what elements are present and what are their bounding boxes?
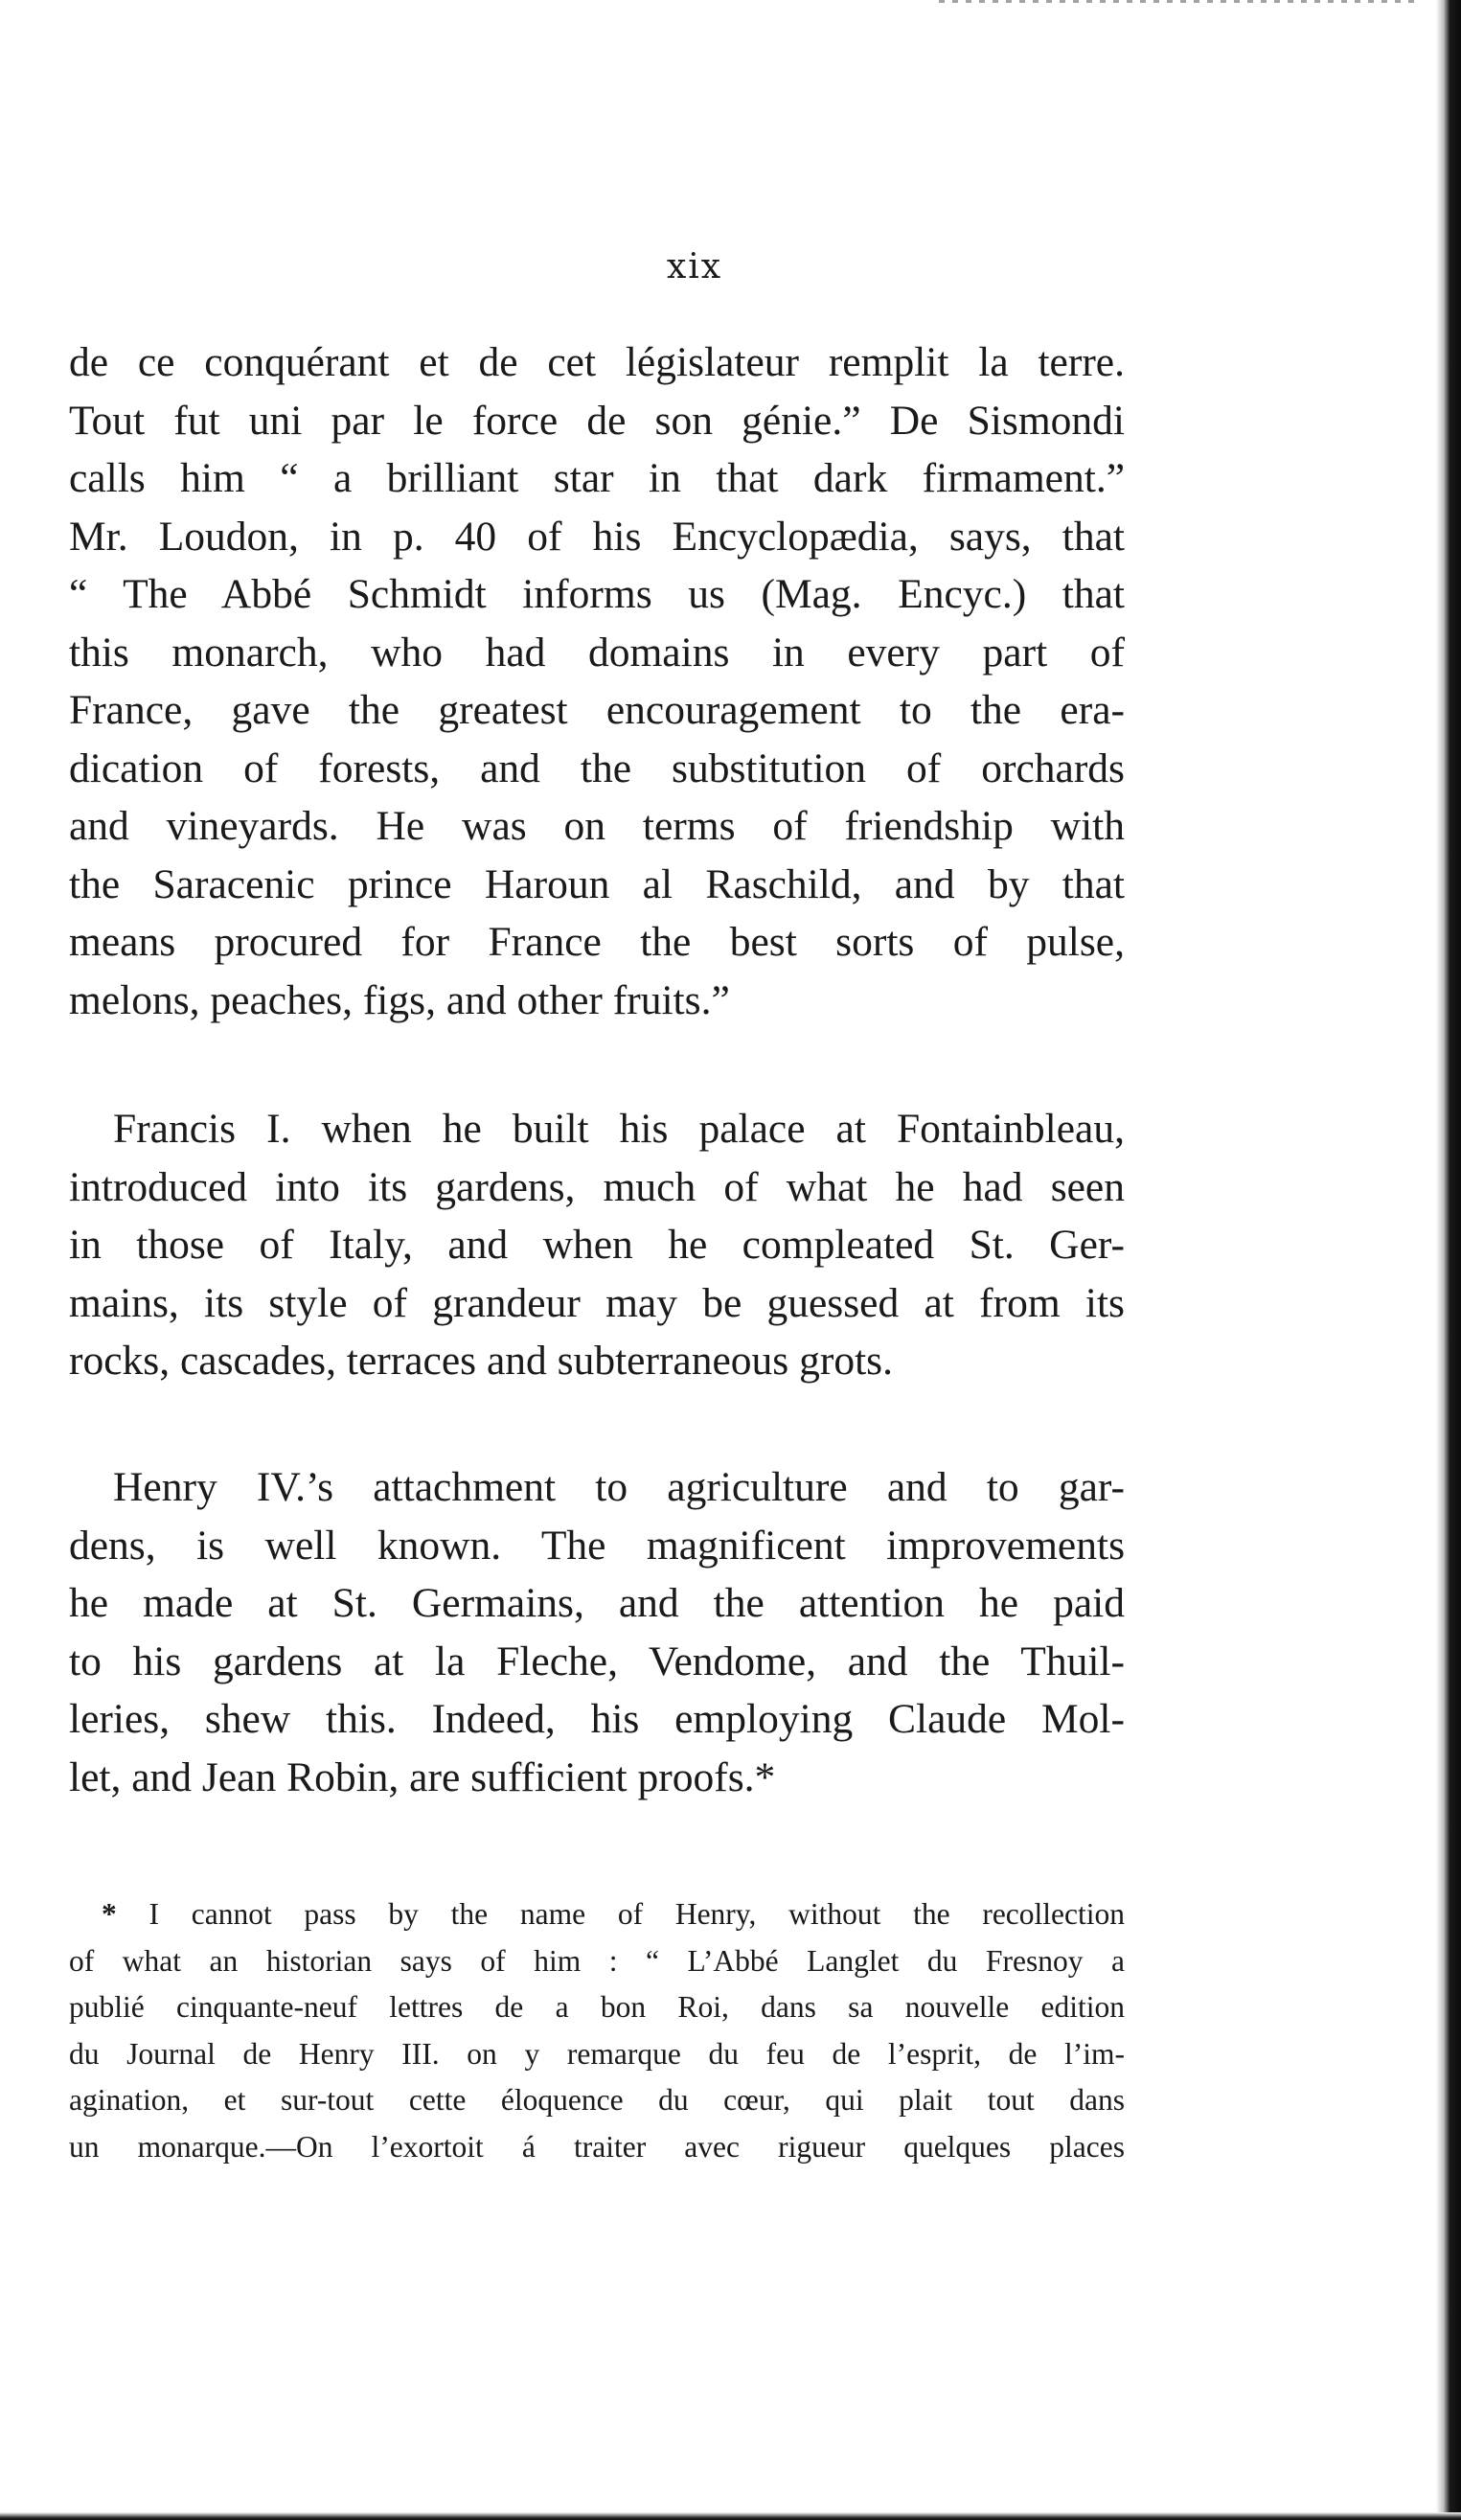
text-line: introduced into its gardens, much of what he had seen [69,1163,1125,1210]
text-line: melons, peaches, figs, and other fruits.” [69,976,730,1023]
text-line: Francis I. when he built his palace at Fontainbleau, [113,1106,1125,1152]
scan-edge-top [939,0,1418,3]
footnote-line: agination, et sur-tout cette éloquence du cœur, qui plait tout dans [69,2083,1125,2118]
text-line: mains, its style of grandeur may be guessed at from its [69,1279,1125,1326]
paragraph-3 [69,1458,1125,1806]
footnote-line: du Journal de Henry III. on y remarque du feu de l’esprit, de l’im- [69,2036,1125,2071]
text-line: dens, is well known. The magnificent improvements [69,1522,1125,1569]
text-line: and vineyards. He was on terms of friendship with [69,803,1125,849]
text-line: leries, shew this. Indeed, his employing Claude Mol- [69,1696,1125,1742]
footnote-line: un monarque.—On l’exortoit á traiter avec rigueur quelques places [69,2129,1125,2164]
text-line: Tout fut uni par le force de son génie.” De Sismondi [69,397,1125,444]
text-line: “ The Abbé Schmidt informs us (Mag. Encyc.) that [69,571,1125,617]
footnote-marker: * [102,1897,117,1931]
scan-edge-bottom [0,2512,1461,2520]
text-line: this monarch, who had domains in every part of [69,629,1125,676]
text-line: Mr. Loudon, in p. 40 of his Encyclopædia, says, that [69,513,1125,560]
scan-edge-right [1436,0,1461,2520]
text-line: de ce conquérant et de cet législateur remplit la terre. [69,339,1125,385]
paragraph-2 [69,1100,1125,1390]
footnote-first-line-text: I cannot pass by the name of Henry, without the recollection [148,1897,1125,1931]
text-line: rocks, cascades, terraces and subterraneous grots. [69,1338,893,1384]
text-line: calls him “ a brilliant star in that dark firmament.” [69,455,1125,501]
text-line: dication of forests, and the substitution of orchards [69,745,1125,791]
footnote-line: of what an historian says of him : “ L’Abbé Langlet du Fresnoy a [69,1943,1125,1978]
footnote-line: publié cinquante-neuf lettres de a bon Roi, dans sa nouvelle edition [69,1990,1125,2025]
text-line: to his gardens at la Fleche, Vendome, and the Thuil- [69,1638,1125,1684]
page-number: xix [666,247,723,286]
footnote-first-line [69,1891,1125,1938]
text-line: let, and Jean Robin, are sufficient proofs.* [69,1753,776,1800]
text-line: he made at St. Germains, and the attention he paid [69,1580,1125,1626]
text-line: means procured for France the best sorts of pulse, [69,919,1125,965]
text-line: the Saracenic prince Haroun al Raschild, and by that [69,860,1125,907]
footnote [69,1891,1125,2171]
text-line: Henry IV.’s attachment to agriculture and to gar- [113,1464,1125,1510]
text-line: France, gave the greatest encouragement to the era- [69,687,1125,733]
paragraph-1 [69,333,1125,1029]
text-line: in those of Italy, and when he compleated St. Ger- [69,1222,1125,1268]
